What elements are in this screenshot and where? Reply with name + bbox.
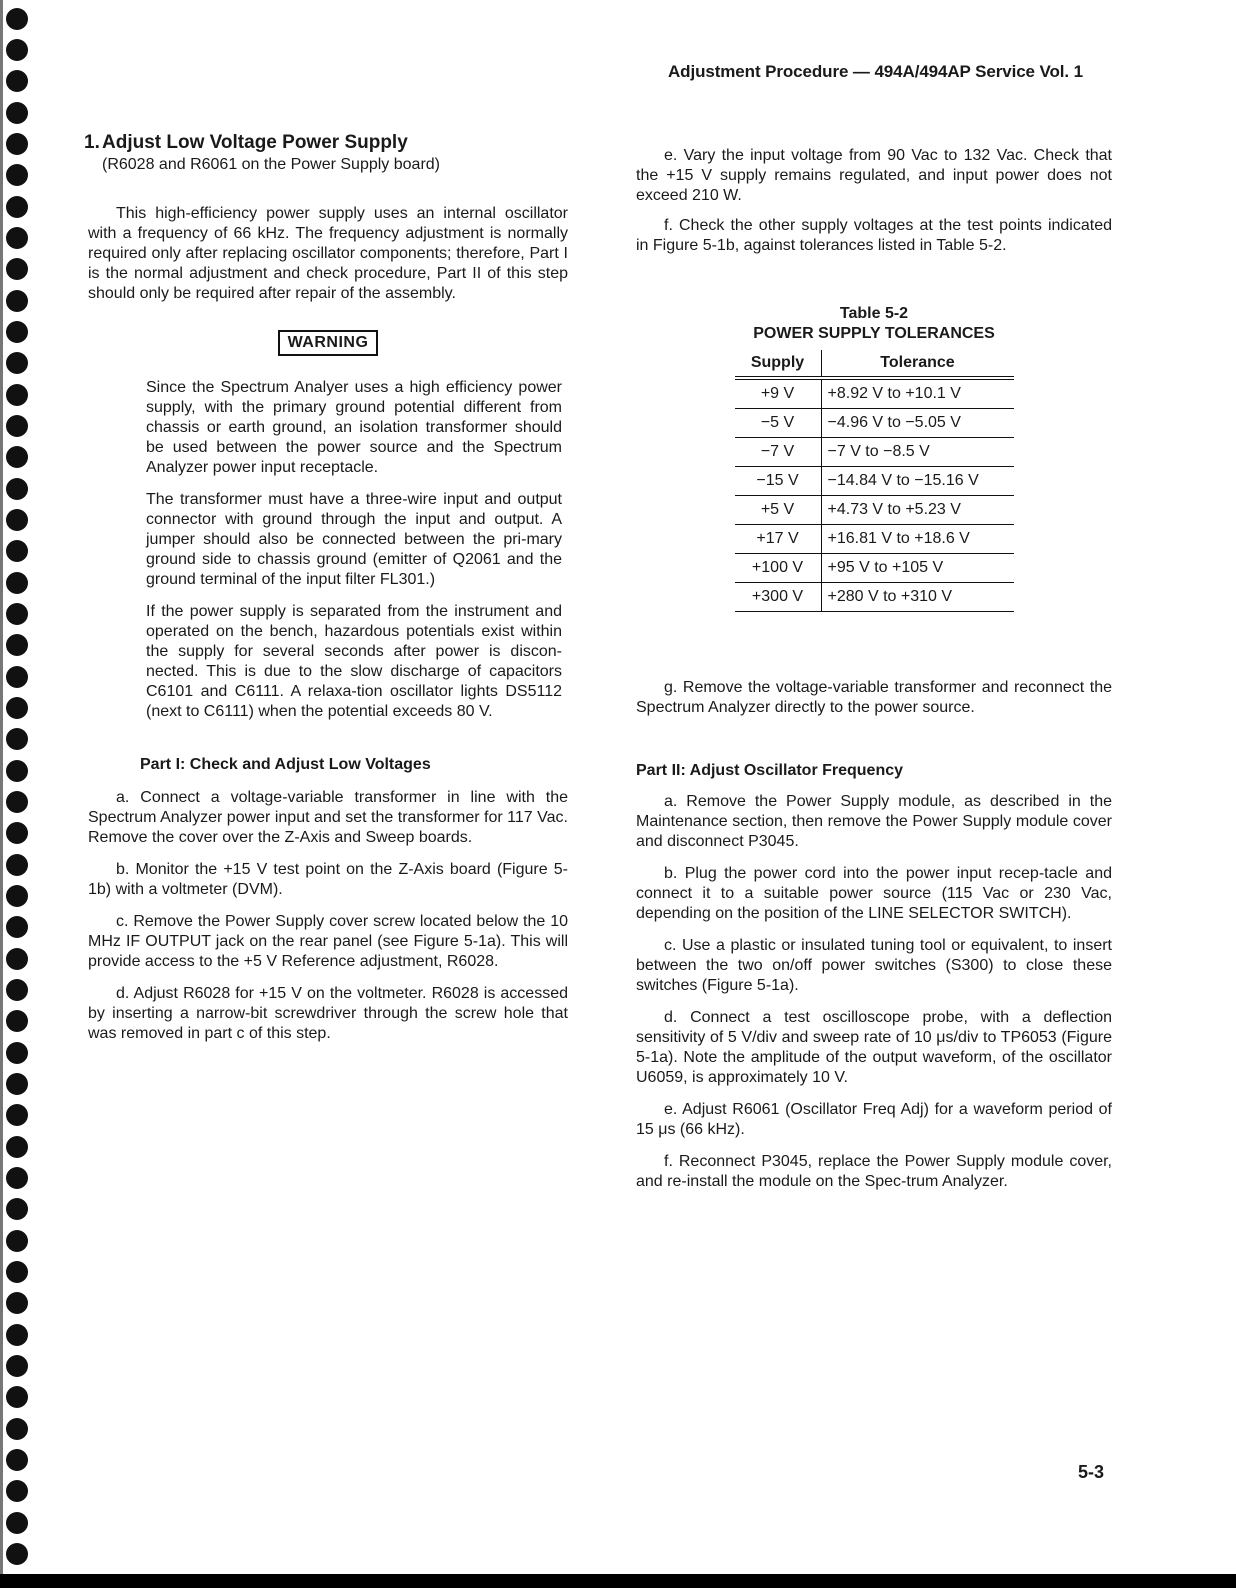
table-row [735, 554, 1014, 583]
binder-hole [6, 1198, 28, 1220]
part1-step-b: b. Monitor the +15 V test point on the Z-Axis board (Figure 5-1b) with a voltmeter (DVM). [88, 861, 568, 898]
warning-label-wrap [88, 330, 568, 356]
table-row [735, 583, 1014, 612]
part2-step-a: a. Remove the Power Supply module, as described in the Maintenance section, then remove the Power Supply module cover and disconnect P3045. [636, 793, 1112, 850]
tolerance-cell: +16.81 V to +18.6 V [821, 525, 1014, 554]
step-subtitle: (R6028 and R6061 on the Power Supply board) [102, 156, 440, 173]
binder-hole [6, 791, 28, 813]
binder-hole [6, 478, 28, 500]
table-row [735, 467, 1014, 496]
part2-step-d: d. Connect a test oscilloscope probe, with a deflection sensitivity of 5 V/div and sweep rate of 10 μs/div to TP6053 (Figure 5-1a). Note the amplitude of the output waveform, of the oscillator U6059, is approximately 10 V. [636, 1009, 1112, 1086]
warning-text [146, 378, 562, 722]
binder-hole [6, 666, 28, 688]
binder-hole [6, 603, 28, 625]
binder-hole [6, 1418, 28, 1440]
binder-hole [6, 1261, 28, 1283]
binder-hole [6, 540, 28, 562]
binder-hole [6, 697, 28, 719]
binder-hole [6, 634, 28, 656]
page-number: 5-3 [1078, 1462, 1105, 1482]
table-block [636, 304, 1112, 612]
binder-hole [6, 70, 28, 92]
supply-cell: +17 V [735, 525, 822, 554]
binder-hole [6, 948, 28, 970]
table-row [735, 525, 1014, 554]
binder-hole [6, 760, 28, 782]
supply-cell: +100 V [735, 554, 822, 583]
binder-hole [6, 979, 28, 1001]
part2-step-e: e. Adjust R6061 (Oscillator Freq Adj) for a waveform period of 15 μs (66 kHz). [636, 1101, 1112, 1138]
supply-cell: −15 V [735, 467, 822, 496]
part1-step-a: a. Connect a voltage-variable transformer in line with the Spectrum Analyzer power input and set the transformer for 117 Vac. Remove the cover over the Z-Axis and Sweep boards. [88, 789, 568, 846]
part2-step-c: c. Use a plastic or insulated tuning tool or equivalent, to insert between the two on/off power switches (S300) to close these switches (Figure 5-1a). [636, 937, 1112, 994]
binder-hole [6, 446, 28, 468]
supply-cell: −7 V [735, 438, 822, 467]
tolerance-cell: +8.92 V to +10.1 V [827, 385, 961, 402]
table-label: Table 5-2 [839, 305, 909, 322]
tolerance-cell: −14.84 V to −15.16 V [821, 467, 1014, 496]
table-row [735, 438, 1014, 467]
binder-hole [6, 8, 28, 30]
binder-hole [6, 258, 28, 280]
tolerance-cell: −7 V to −8.5 V [821, 438, 1014, 467]
warning-paragraph: Since the Spectrum Analyer uses a high efficiency power supply, with the primary ground potential different from chassis or earth ground, an isolation transformer should be used between the power source and the Spectrum Analyzer power input receptacle. [146, 379, 562, 476]
part2-step-f: f. Reconnect P3045, replace the Power Supply module cover, and re-install the module on the Spec-trum Analyzer. [636, 1153, 1112, 1190]
binder-hole [6, 102, 28, 124]
binder-hole [6, 321, 28, 343]
table-row [735, 378, 1014, 409]
binder-hole [6, 133, 28, 155]
binder-hole [6, 1073, 28, 1095]
binder-hole [6, 885, 28, 907]
binder-hole [6, 1167, 28, 1189]
supply-cell: −5 V [735, 409, 822, 438]
warning-label: WARNING [278, 330, 379, 356]
binder-hole [6, 1543, 28, 1565]
table-header-row [735, 350, 1014, 378]
supply-cell: +9 V [735, 378, 822, 409]
step-number: 1. [84, 132, 100, 153]
tolerance-cell: −4.96 V to −5.05 V [821, 409, 1014, 438]
binder-hole [6, 854, 28, 876]
tolerance-cell: +280 V to +310 V [821, 583, 1014, 612]
running-header: Adjustment Procedure — 494A/494AP Service Vol. 1 [668, 62, 1084, 81]
table-title: POWER SUPPLY TOLERANCES [753, 325, 995, 342]
warning-paragraph: If the power supply is separated from the instrument and operated on the bench, hazardous potentials exist within the supply for several seconds after power is discon-nected. This is due to the slow discharge of capacitors C6101 and C6111. A relaxa-tion oscillator lights DS5112 (next to C6111) when the potential exceeds 80 V. [146, 603, 562, 720]
binder-hole [6, 290, 28, 312]
binder-hole [6, 39, 28, 61]
left-column [84, 132, 568, 1044]
part2-step-b: b. Plug the power cord into the power input recep-tacle and connect it to a suitable power source (115 Vac or 230 Vac, depending on the position of the LINE SELECTOR SWITCH). [636, 865, 1112, 922]
binder-hole [6, 728, 28, 750]
binder-hole [6, 1042, 28, 1064]
binder-hole [6, 1512, 28, 1534]
binder-hole [6, 1355, 28, 1377]
binder-hole [6, 1480, 28, 1502]
binder-hole [6, 1104, 28, 1126]
tolerance-table [735, 350, 1014, 612]
warning-paragraph: The transformer must have a three-wire input and output connector with ground through the input and output. A jumper should also be connected between the pri-mary ground side to chassis ground (emitter of Q2061 and the ground terminal of the input filter FL301.) [146, 491, 562, 588]
table-row [735, 409, 1014, 438]
column-header: Tolerance [821, 350, 1014, 378]
tolerance-cell: +4.73 V to +5.23 V [821, 496, 1014, 525]
part1-heading: Part I: Check and Adjust Low Voltages [140, 756, 431, 773]
binder-hole [6, 1010, 28, 1032]
binder-hole [6, 916, 28, 938]
binder-hole [6, 1324, 28, 1346]
binder-hole [6, 164, 28, 186]
part1-step-e: e. Vary the input voltage from 90 Vac to 132 Vac. Check that the +15 V supply remains regulated, and input power does not exceed 210 W. [636, 147, 1112, 204]
supply-cell: +5 V [735, 496, 822, 525]
binder-hole [6, 196, 28, 218]
scan-border [0, 1574, 1236, 1588]
binder-hole [6, 415, 28, 437]
binder-hole [6, 1230, 28, 1252]
step-title: Adjust Low Voltage Power Supply [102, 132, 408, 153]
part1-step-f: f. Check the other supply voltages at the test points indicated in Figure 5-1b, against tolerances listed in Table 5-2. [636, 217, 1112, 254]
binder-hole [6, 384, 28, 406]
intro-paragraph: This high-efficiency power supply uses an internal oscillator with a frequency of 66 kHz. The frequency adjustment is normally required only after replacing oscillator components; therefore, Part I is the normal adjustment and check procedure, Part II of this step should only be required after repair of the assembly. [88, 205, 568, 302]
binder-hole [6, 1136, 28, 1158]
part2-heading: Part II: Adjust Oscillator Frequency [636, 762, 904, 779]
binder-hole [6, 352, 28, 374]
table-row [735, 496, 1014, 525]
tolerance-cell: +95 V to +105 V [821, 554, 1014, 583]
part1-step-c: c. Remove the Power Supply cover screw located below the 10 MHz IF OUTPUT jack on the rear panel (see Figure 5-1a). This will provide access to the +5 V Reference adjustment, R6028. [88, 913, 568, 970]
binder-hole [6, 1449, 28, 1471]
binder-hole [6, 1292, 28, 1314]
binder-hole [6, 572, 28, 594]
binder-hole [6, 509, 28, 531]
binder-holes [0, 0, 40, 1588]
part1-step-d: d. Adjust R6028 for +15 V on the voltmeter. R6028 is accessed by inserting a narrow-bit screwdriver through the screw hole that was removed in part c of this step. [88, 985, 568, 1042]
binder-hole [6, 1386, 28, 1408]
right-column [636, 146, 1112, 1192]
supply-cell: +300 V [735, 583, 822, 612]
part1-step-g: g. Remove the voltage-variable transformer and reconnect the Spectrum Analyzer directly to the power source. [636, 679, 1112, 716]
binder-hole [6, 822, 28, 844]
step-heading [84, 132, 568, 174]
column-header: Supply [735, 350, 822, 378]
binder-hole [6, 227, 28, 249]
